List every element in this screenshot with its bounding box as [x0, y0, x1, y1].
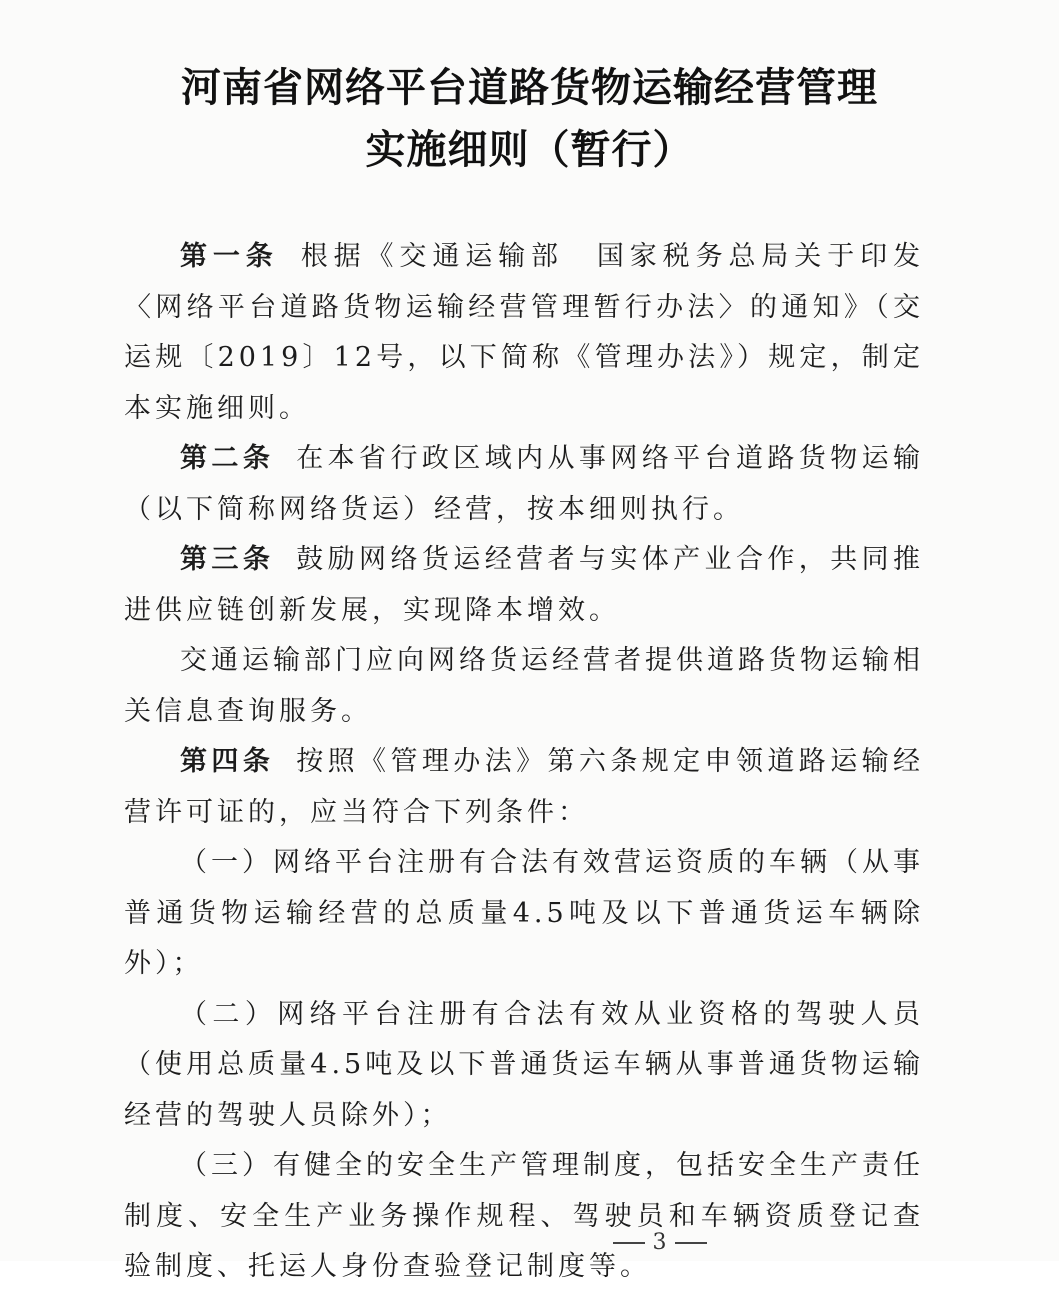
article-1-paragraph [124, 232, 924, 434]
paragraph-text: 交通运输部门应向网络货运经营者提供道路货物运输相关信息查询服务。 [124, 645, 924, 727]
paragraph-text: 根据《交通运输部 国家税务总局关于印发〈网络平台道路货物运输经营管理暂行办法〉的通知》（交运规〔2019〕12号，以下简称《管理办法》）规定，制定本实施细则。 [124, 241, 925, 424]
article-3-sub-paragraph [124, 636, 924, 737]
condition-item-1 [124, 838, 924, 990]
paragraph-text: （一）网络平台注册有合法有效营运资质的车辆（从事普通货物运输经营的总质量4.5吨及以下普通货运车辆除外）； [124, 847, 924, 979]
article-number: 第四条 [180, 746, 275, 777]
document-body [124, 232, 924, 1293]
article-number: 第三条 [180, 544, 275, 575]
paragraph-text: 鼓励网络货运经营者与实体产业合作，共同推进供应链创新发展，实现降本增效。 [124, 544, 925, 626]
paragraph-text: 按照《管理办法》第六条规定申领道路运输经营许可证的，应当符合下列条件： [124, 746, 925, 828]
paragraph-text: （三）有健全的安全生产管理制度，包括安全生产责任制度、安全生产业务操作规程、驾驶员和车辆资质登记查验制度、托运人身份查验登记制度等。 [124, 1150, 924, 1282]
condition-item-3 [124, 1141, 924, 1293]
paragraph-text: 在本省行政区域内从事网络平台道路货物运输（以下简称网络货运）经营，按本细则执行。 [124, 443, 925, 525]
document-title-line-2: 实施细则（暂行） [365, 126, 694, 173]
page-number [0, 1230, 1059, 1255]
article-2-paragraph [124, 434, 924, 535]
article-number: 第二条 [180, 443, 275, 474]
document-title-line-1: 河南省网络平台道路货物运输经营管理 [181, 64, 878, 111]
page-number-value: 3 [652, 1230, 667, 1255]
article-number: 第一条 [180, 241, 279, 272]
paragraph-text: （二）网络平台注册有合法有效从业资格的驾驶人员（使用总质量4.5吨及以下普通货运车辆从事普通货物运输经营的驾驶人员除外）； [124, 998, 924, 1131]
page-number-dash-left [613, 1242, 645, 1244]
page-number-dash-right [675, 1242, 707, 1244]
condition-item-2 [124, 990, 924, 1142]
article-3-paragraph [124, 535, 924, 636]
article-4-paragraph [124, 737, 924, 838]
